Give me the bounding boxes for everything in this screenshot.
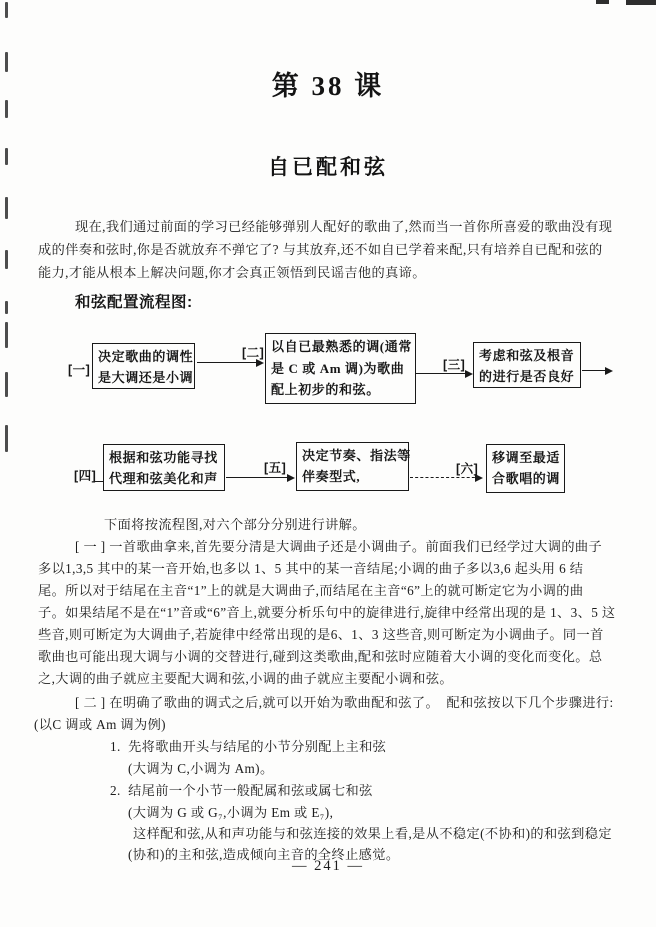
flow-step-box-6 — [486, 444, 565, 493]
flow-step-label-3: [三] — [443, 358, 466, 372]
flowchart-heading: 和弦配置流程图: — [75, 294, 193, 311]
flow-step-box-5 — [296, 442, 409, 491]
flow-step-label-2: [二] — [242, 346, 265, 360]
scan-tick-mark — [5, 372, 8, 397]
section-title: 自已配和弦 — [268, 156, 388, 179]
flow-step-label-1: [一] — [68, 363, 91, 377]
flow-arrow-line — [410, 477, 480, 478]
para1-line: 之,大调的曲子就应主要配大调和弦,小调的曲子就应主要配小调和弦。 — [38, 671, 454, 686]
flow-arrow-line — [416, 373, 470, 374]
para2-line: (大调为 G 或 G₇,小调为 Em 或 E₇), — [128, 805, 334, 820]
para1-line: 子。如果结尾不是在“1”音或“6”音上,就要分析乐句中的旋律进行,旋律中经常出现的是 1、3、5 这 — [38, 605, 616, 620]
flow-step-label-6: [六] — [456, 462, 479, 476]
scan-tick-mark — [5, 322, 8, 348]
page-number: — 241 — — [292, 858, 364, 874]
intro-line: 现在,我们通过前面的学习已经能够弹别人配好的歌曲了,然而当一首你所喜爱的歌曲没有现 — [75, 219, 613, 234]
flow-step-box-2 — [265, 333, 416, 404]
scan-tick-mark — [5, 197, 8, 219]
para1-line: 尾。所以对于结尾在主音“1”上的就是大调曲子,而结尾在主音“6”上的就可断定它为小调的曲 — [38, 583, 584, 598]
flow-arrow-head — [465, 370, 473, 378]
flow-box-line: 移调至最适 — [492, 450, 561, 465]
flow-step-label-4: [四] — [74, 469, 97, 483]
para1-line: 多以1,3,5 其中的某一音开始,也多以 1、5 其中的某一音结尾;小调的曲子多以3,6 起头用 6 结 — [38, 561, 584, 576]
intro-line: 能力,才能从根本上解决问题,你才会真正领悟到民谣吉他的真谛。 — [38, 265, 426, 280]
flow-box-line: 合歌唱的调 — [492, 471, 561, 486]
flow-step-label-5: [五] — [264, 461, 287, 475]
para2-line: 1. 先将歌曲开头与结尾的小节分别配上主和弦 — [110, 739, 387, 754]
flow-box-line: 伴奏型式, — [302, 469, 361, 484]
flow-box-line: 根据和弦功能寻找 — [109, 450, 218, 465]
para2-line: (大调为 C,小调为 Am)。 — [128, 761, 274, 776]
body-lead-line: 下面将按流程图,对六个部分分别进行讲解。 — [104, 517, 366, 532]
para1-line: 歌曲也可能出现大调与小调的交替进行,碰到这类歌曲,配和弦时应随着大小调的变化而变化。总 — [38, 649, 603, 664]
flow-step-box-1 — [92, 343, 195, 389]
scan-tick-mark — [5, 301, 8, 314]
para1-line: 些音,则可断定为大调曲子,若旋律中经常出现的是6、1、3 这些音,则可断定为小调曲子。同一首 — [38, 627, 604, 642]
para1-line: [ 一 ] 一首歌曲拿来,首先要分清是大调曲子还是小调曲子。前面我们已经学过大调的曲子 — [75, 539, 603, 554]
flow-box-line: 是大调还是小调 — [98, 370, 194, 385]
para2-line: (以C 调或 Am 调为例) — [34, 717, 166, 732]
para2-line: 2. 结尾前一个小节一般配属和弦或属七和弦 — [110, 783, 373, 798]
flow-step-box-3 — [473, 342, 581, 388]
para2-line: 这样配和弦,从和声功能与和弦连接的效果上看,是从不稳定(不协和)的和弦到稳定 — [133, 826, 612, 841]
scan-corner-mark — [596, 0, 609, 4]
flow-box-line: 决定歌曲的调性 — [98, 349, 194, 364]
flow-arrow-line — [226, 477, 292, 478]
flow-box-line: 的进行是否良好 — [479, 369, 575, 384]
scan-tick-mark — [5, 425, 8, 452]
flow-arrow-head — [287, 474, 295, 482]
para2-line: [ 二 ] 在明确了歌曲的调式之后,就可以开始为歌曲配和弦了。 配和弦按以下几个步骤进行: — [75, 695, 614, 710]
scan-corner-mark — [626, 0, 656, 5]
flow-step-box-4 — [103, 444, 225, 491]
para2-line: (协和)的主和弦,造成倾向主音的全终止感觉。 — [128, 847, 400, 862]
flow-box-line: 决定节奏、指法等 — [302, 448, 411, 463]
scan-tick-mark — [5, 250, 8, 269]
flow-arrow-line — [197, 362, 261, 363]
flow-box-line: 考虑和弦及根音 — [479, 348, 575, 363]
flow-box-line: 以自已最熟悉的调(通常 — [271, 339, 412, 354]
flow-continue-arrow-head — [605, 367, 613, 375]
flow-box-line: 代理和弦美化和声 — [109, 471, 218, 486]
scan-tick-mark — [5, 2, 8, 18]
lesson-title: 第 38 课 — [271, 71, 385, 101]
flow-box-line: 配上初步的和弦。 — [271, 382, 380, 397]
flow-box-line: 是 C 或 Am 调)为歌曲 — [271, 360, 405, 376]
intro-line: 成的伴奏和弦时,你是否就放弃不弹它了? 与其放弃,还不如自已学着来配,只有培养自已配和弦的 — [38, 242, 603, 257]
